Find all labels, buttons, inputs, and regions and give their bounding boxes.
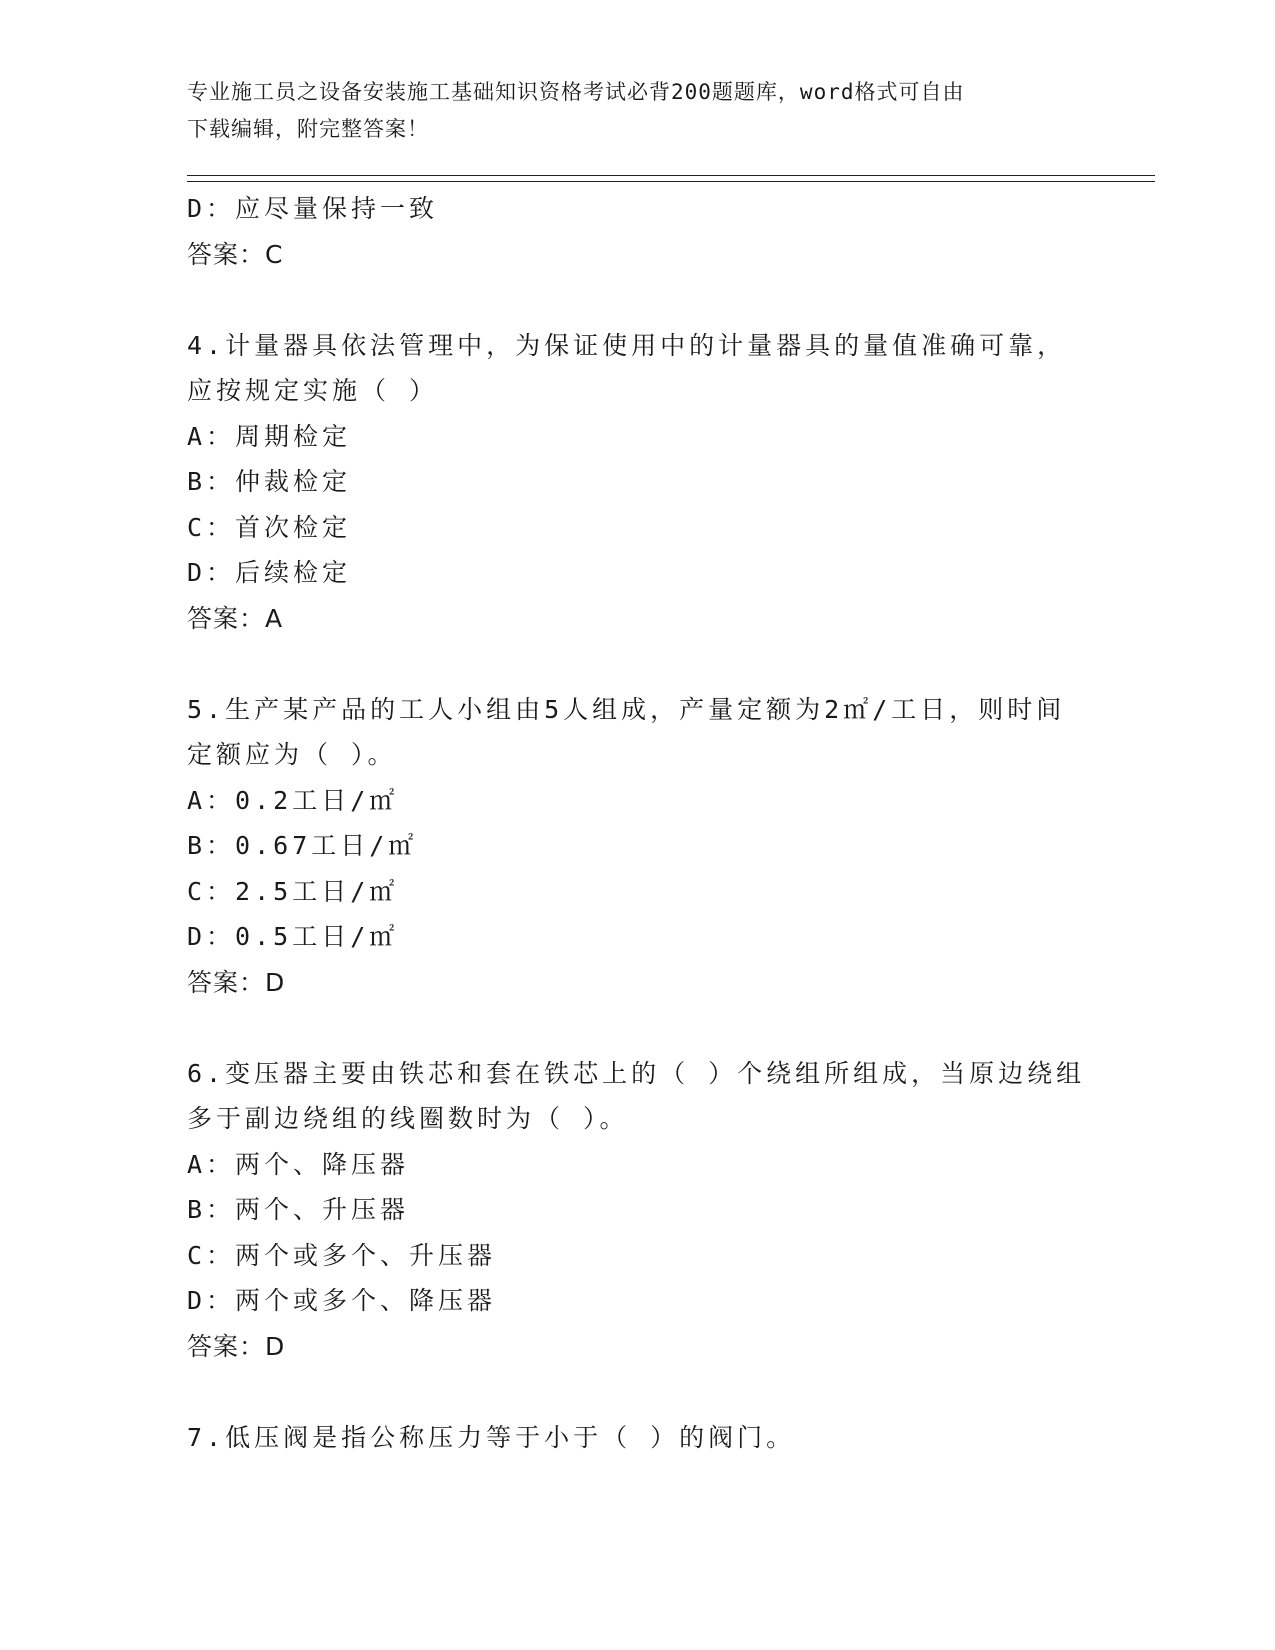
- option-a: A：两个、降压器: [187, 1149, 410, 1179]
- question-stem: 4.计量器具依法管理中，为保证使用中的计量器具的量值准确可靠，: [187, 330, 1067, 360]
- option-d: D：应尽量保持一致: [187, 194, 439, 223]
- header-divider: [187, 175, 1155, 182]
- question-stem: 5.生产某产品的工人小组由5人组成，产量定额为2㎡/工日，则时间: [187, 694, 1066, 724]
- document-body: [187, 186, 1087, 1460]
- answer-line: 答案：D: [187, 1331, 286, 1361]
- question-stem: 7.低压阀是指公称压力等于小于（ ）的阀门。: [187, 1422, 796, 1452]
- question-stem-continued: 应按规定实施（ ）: [187, 376, 439, 405]
- spacer: [187, 641, 1087, 687]
- page-header: [187, 74, 1087, 148]
- option-d: D：后续检定: [187, 558, 352, 587]
- answer-line: 答案：A: [187, 603, 284, 633]
- question-3-tail: [187, 186, 1087, 277]
- question-4: [187, 323, 1087, 642]
- spacer: [187, 277, 1087, 323]
- option-b: B：仲裁检定: [187, 467, 352, 496]
- option-a: A：0.2工日/㎡: [187, 785, 399, 815]
- option-c: C：2.5工日/㎡: [187, 876, 399, 906]
- answer-line: 答案：D: [187, 967, 286, 997]
- option-d: D：两个或多个、降压器: [187, 1286, 497, 1315]
- option-b: B：两个、升压器: [187, 1195, 410, 1224]
- question-7: [187, 1415, 1087, 1461]
- header-title-line-1: 专业施工员之设备安装施工基础知识资格考试必背200题题库，word格式可自由: [187, 80, 965, 104]
- option-d: D：0.5工日/㎡: [187, 922, 399, 951]
- option-c: C：两个或多个、升压器: [187, 1240, 497, 1270]
- question-5: [187, 687, 1087, 1006]
- option-b: B：0.67工日/㎡: [187, 831, 418, 860]
- option-c: C：首次检定: [187, 512, 352, 542]
- option-a: A：周期检定: [187, 421, 352, 451]
- question-stem-continued: 定额应为（ ）。: [187, 740, 397, 769]
- spacer: [187, 1369, 1087, 1415]
- header-title-line-2: 下载编辑，附完整答案！: [187, 117, 429, 141]
- question-stem: 6.变压器主要由铁芯和套在铁芯上的（ ）个绕组所组成，当原边绕组: [187, 1058, 1086, 1088]
- question-6: [187, 1051, 1087, 1370]
- spacer: [187, 1005, 1087, 1051]
- answer-line: 答案：C: [187, 239, 284, 269]
- question-stem-continued: 多于副边绕组的线圈数时为（ ）。: [187, 1104, 629, 1133]
